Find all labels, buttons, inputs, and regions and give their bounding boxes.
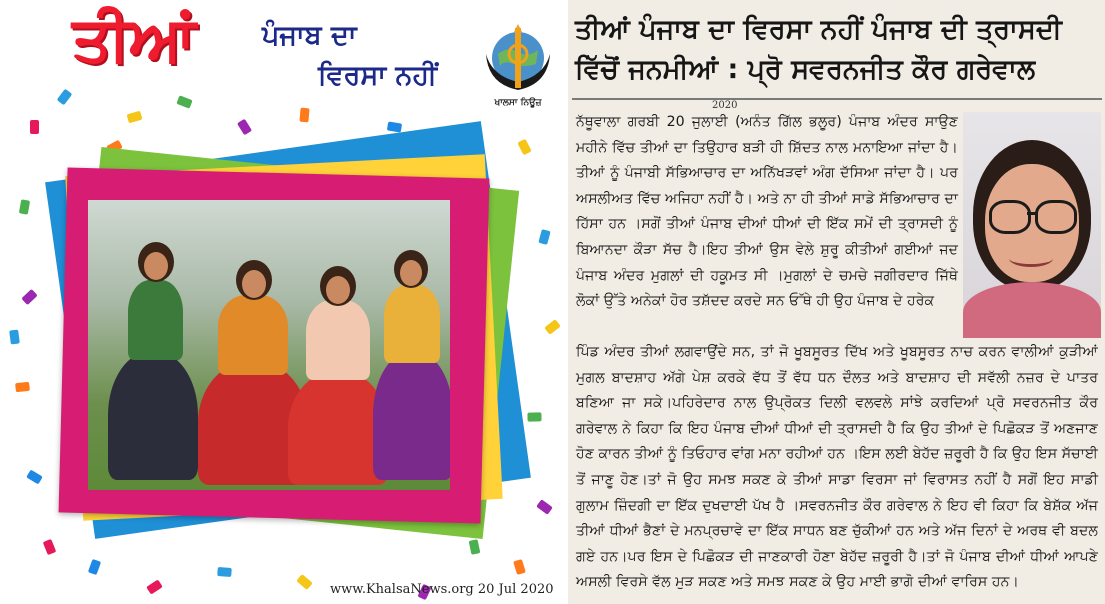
confetti-piece [26,470,43,485]
confetti-piece [538,229,550,245]
confetti-piece [299,108,309,123]
watermark: www.KhalsaNews.org 20 Jul 2020 [330,582,554,597]
article-body-top [576,110,958,315]
confetti-piece [217,567,232,577]
article-paragraph-2: ਪਿੰਡ ਅੰਦਰ ਤੀਆਂ ਲਗਵਾਉਂਦੇ ਸਨ, ਤਾਂ ਜੋ ਖੂਬਸੂਰਤ ਦਿੱਖ ਅਤੇ ਖੂਬਸੂਰਤ ਨਾਚ ਕਰਨ ਵਾਲੀਆਂ ਕੁੜੀਆਂ ਮੁਗਲ ਬਾਦਸ਼ਾਹ ਅੱਗੇ ਪੇਸ਼ ਕਰਕੇ ਵੱਧ ਤੋਂ ਵੱਧ ਧਨ ਦੌਲਤ ਅਤੇ ਬਾਦਸ਼ਾਹ ਦੀ ਸਵੱਲੀ ਨਜ਼ਰ ਦੇ ਪਾਤਰ ਬਣਿਆ ਜਾ ਸਕੇ।ਪਹਿਰੇਦਾਰ ਨਾਲ ਉਪ੍ਰੋਕਤ ਦਿਲੀ ਵਲਵਲੇ ਸਾਂਝੇ ਕਰਦਿਆਂ ਪ੍ਰੋ ਸਵਰਨਜੀਤ ਕੌਰ ਗਰੇਵਾਲ ਨੇ ਕਿਹਾ ਕਿ ਇਹ ਪੰਜਾਬ ਦੀਆਂ ਧੀਆਂ ਦੀ ਤ੍ਰਾਸਦੀ ਹੈ ਕਿ ਉਹ ਤੀਆਂ ਦੇ ਪਿਛੋਕੜ ਤੋਂ ਅਣਜਾਣ ਹੋਣ ਕਾਰਨ ਤੀਆਂ ਨੂੰ ਤਿਓਹਾਰ ਵਾਂਗ ਮਨਾ ਰਹੀਆਂ ਹਨ ।ਇਸ ਲਈ ਬੇਹੱਦ ਜ਼ਰੂਰੀ ਹੈ ਕਿ ਉਹ ਇਸ ਸੱਚਾਈ ਤੋਂ ਜਾਣੂ ਹੋਣ।ਤਾਂ ਜੋ ਉਹ ਸਮਝ ਸਕਣ ਕੇ ਤੀਆਂ ਸਾਡਾ ਵਿਰਸਾ ਜਾਂ ਵਿਰਾਸਤ ਨਹੀਂ ਹੈ ਸਗੋਂ ਇਹ ਸਾਡੀ ਗੁਲਾਮ ਜ਼ਿੰਦਗੀ ਦਾ ਇੱਕ ਦੁਖਦਾਈ ਪੱਖ ਹੈ ।ਸਵਰਨਜੀਤ ਕੌਰ ਗਰੇਵਾਲ ਨੇ ਇਹ ਵੀ ਕਿਹਾ ਕਿ ਬੇਸ਼ੱਕ ਅੱਜ ਤੀਆਂ ਧੀਆਂ ਭੈਣਾਂ ਦੇ ਮਨਪ੍ਰਚਾਵੇ ਦਾ ਇੱਕ ਸਾਧਨ ਬਣ ਚੁੱਕੀਆਂ ਹਨ ਅਤੇ ਅੱਜ ਦਿਨਾਂ ਦੇ ਅਰਥ ਵੀ ਬਦਲ ਗਏ ਹਨ।ਪਰ ਇਸ ਦੇ ਪਿਛੋਕੜ ਦੀ ਜਾਣਕਾਰੀ ਹੋਣਾ ਬੇਹੱਦ ਜ਼ਰੂਰੀ ਹੈ।ਤਾਂ ਜੋ ਪੰਜਾਬ ਦੀਆਂ ਧੀਆਂ ਆਪਣੇ ਅਸਲੀ ਵਿਰਸੇ ਵੱਲ ਮੁੜ ਸਕਣ ਅਤੇ ਸਮਝ ਸਕਣ ਕੇ ਉਹ ਮਾਈ ਭਾਗੋ ਦੀਆਂ ਵਾਰਿਸ ਹਨ। [576,344,1098,591]
khalsa-news-logo [478,24,558,114]
graphic-subtitle-line2: ਵਿਰਸਾ ਨਹੀਂ [318,60,438,91]
confetti-piece [43,539,57,555]
graphic-title: ਤੀਆਂ [72,2,194,75]
year-note: 2020 [712,100,738,111]
article-paragraph-1: ਨੱਥੂਵਾਲਾ ਗਰਬੀ 20 ਜੁਲਾਈ (ਅਨੰਤ ਗਿੱਲ ਭਲੂਰ) ਪੰਜਾਬ ਅੰਦਰ ਸਾਉਣ ਮਹੀਨੇ ਵਿੱਚ ਤੀਆਂ ਦਾ ਤਿਉਹਾਰ ਬੜੀ ਹੀ ਸ਼ਿੱਦਤ ਨਾਲ ਮਨਾਇਆ ਜਾਂਦਾ ਹੈ। ਤੀਆਂ ਨੂੰ ਪੰਜਾਬੀ ਸੱਭਿਆਚਾਰ ਦਾ ਅਨਿੱਖੜਵਾਂ ਅੰਗ ਦੱਸਿਆ ਜਾਂਦਾ ਹੈ। ਪਰ ਅਸਲੀਅਤ ਵਿੱਚ ਅਜਿਹਾ ਨਹੀਂ ਹੈ। ਅਤੇ ਨਾ ਹੀ ਤੀਆਂ ਸਾਡੇ ਸੱਭਿਆਚਾਰ ਦਾ ਹਿੱਸਾ ਹਨ ।ਸਗੋਂ ਤੀਆਂ ਪੰਜਾਬ ਦੀਆਂ ਧੀਆਂ ਦੀ ਇੱਕ ਸਮੇਂ ਦੀ ਤ੍ਰਾਸਦੀ ਨੂੰ ਬਿਆਨਦਾ ਕੌੜਾ ਸੱਚ ਹੈ।ਇਹ ਤੀਆਂ ਉਸ ਵੇਲੇ ਸ਼ੁਰੂ ਕੀਤੀਆਂ ਗਈਆਂ ਜਦ ਪੰਜਾਬ ਅੰਦਰ ਮੁਗਲਾਂ ਦੀ ਹਕੂਮਤ ਸੀ ।ਮੁਗਲਾਂ ਦੇ ਚਮਚੇ ਜਗੀਰਦਾਰ ਜਿੱਥੇ ਲੋਕਾਂ ਉੱਤੇ ਅਨੇਕਾਂ ਹੋਰ ਤਸ਼ੱਦਦ ਕਰਦੇ ਸਨ ਓੱਥੇ ਹੀ ਉਹ ਪੰਜਾਬ ਦੇ ਹਰੇਕ [576,114,958,310]
graphic-subtitle-line1: ਪੰਜਾਬ ਦਾ [262,20,357,51]
confetti-piece [517,139,531,156]
confetti-piece [387,121,402,132]
dancers-photo [88,200,450,490]
confetti-piece [527,412,541,421]
confetti-piece [296,574,312,590]
confetti-piece [15,382,30,392]
confetti-piece [536,499,553,515]
confetti-piece [88,559,101,575]
confetti-piece [544,319,561,335]
confetti-piece [30,120,39,134]
confetti-piece [237,119,252,136]
article-headline: ਤੀਆਂ ਪੰਜਾਬ ਦਾ ਵਿਰਸਾ ਨਹੀਂ ਪੰਜਾਬ ਦੀ ਤ੍ਰਾਸਦੀ ਵਿੱਚੋਂ ਜਨਮੀਆਂ : ਪ੍ਰੋ ਸਵਰਨਜੀਤ ਕੌਰ ਗਰੇਵਾਲ [575,14,1062,85]
confetti-piece [176,95,192,108]
confetti-piece [19,199,30,214]
confetti-piece [469,539,481,555]
confetti-piece [146,579,163,594]
khanda-globe-icon [478,24,558,98]
confetti-piece [9,330,20,345]
portrait-photo [963,112,1101,338]
confetti-piece [21,289,37,305]
headline-divider [572,98,1102,100]
confetti-piece [513,559,526,575]
logo-caption: ਖਾਲਸਾ ਨਿਊਜ਼ [494,98,542,108]
confetti-piece [127,111,143,124]
article-body-bottom [576,340,1098,596]
confetti-piece [57,89,73,106]
